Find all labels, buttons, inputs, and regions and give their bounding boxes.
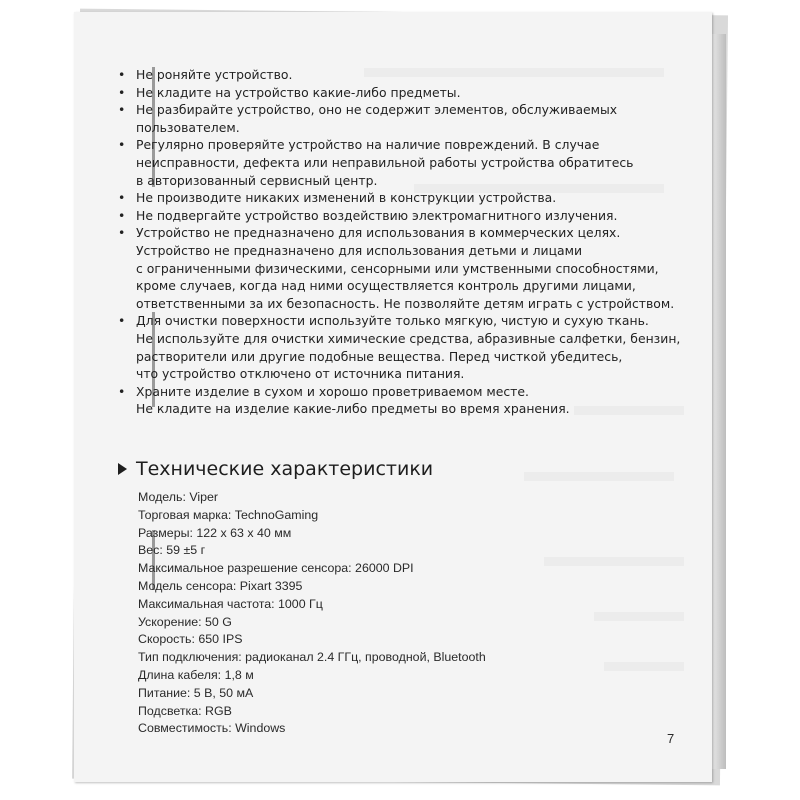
safety-item-line: • Не производите никаких изменений в конструкции устройства. bbox=[136, 190, 557, 206]
safety-item bbox=[118, 101, 678, 136]
safety-item bbox=[118, 136, 678, 189]
spec-row: Подсветка: RGB bbox=[138, 703, 232, 718]
safety-section bbox=[118, 66, 681, 418]
safety-item-line: • Не подвергайте устройство воздействию электромагнитного излучения. bbox=[136, 207, 618, 223]
safety-item-line: растворители или другие подобные вещества. Перед чисткой убедитесь, bbox=[136, 348, 623, 364]
safety-list bbox=[118, 66, 681, 418]
spec-row: Размеры: 122 x 63 x 40 мм bbox=[138, 525, 292, 540]
safety-item-line: • Храните изделие в сухом и хорошо проветриваемом месте. bbox=[136, 383, 529, 399]
safety-item-line: с ограниченными физическими, сенсорными или умственными способностями, bbox=[136, 260, 659, 276]
safety-item bbox=[118, 224, 678, 312]
spec-row: Вес: 59 ±5 г bbox=[138, 543, 206, 558]
safety-item-line: пользователем. bbox=[136, 119, 240, 135]
safety-item bbox=[118, 66, 678, 84]
spec-row: Торговая марка: TechnoGaming bbox=[138, 507, 319, 522]
page-number: 7 bbox=[667, 731, 675, 746]
safety-item-line: кроме случаев, когда над ними осуществляется контроль другими лицами, bbox=[136, 278, 636, 294]
safety-item-line: • Для очистки поверхности используйте только мягкую, чистую и сухую ткань. bbox=[136, 313, 649, 329]
spec-row: Совместимость: Windows bbox=[138, 721, 286, 736]
safety-item-line: Устройство не предназначено для использования детьми и лицами bbox=[136, 242, 582, 258]
safety-item-line: неисправности, дефекта или неправильной работы устройства обратитесь bbox=[136, 154, 634, 170]
spec-row: Ускорение: 50 G bbox=[138, 614, 232, 629]
spec-row: Тип подключения: радиоканал 2.4 ГГц, проводной, Bluetooth bbox=[138, 650, 486, 665]
safety-item bbox=[118, 207, 678, 225]
spec-row: Максимальное разрешение сенсора: 26000 DPI bbox=[138, 561, 414, 576]
safety-item-line: ответственными за их безопасность. Не позволяйте детям играть с устройством. bbox=[136, 295, 675, 311]
safety-item-line: • Устройство не предназначено для использования в коммерческих целях. bbox=[136, 225, 621, 241]
safety-item bbox=[118, 84, 678, 102]
spec-row: Скорость: 650 IPS bbox=[138, 632, 243, 647]
specs-heading bbox=[118, 458, 433, 480]
safety-item-line: • Не кладите на устройство какие-либо предметы. bbox=[136, 84, 461, 100]
show-through bbox=[604, 662, 684, 671]
safety-item bbox=[118, 383, 678, 418]
spec-row: Питание: 5 В, 50 мА bbox=[138, 685, 254, 700]
triangle-bullet-icon bbox=[118, 463, 127, 475]
specs-title: Технические характеристики bbox=[136, 458, 434, 480]
safety-item-line: в авторизованный сервисный центр. bbox=[136, 172, 378, 188]
safety-item-line: • Не роняйте устройство. bbox=[136, 67, 293, 82]
specs-list bbox=[138, 489, 486, 738]
show-through bbox=[544, 557, 684, 566]
safety-item bbox=[118, 189, 678, 207]
show-through bbox=[524, 472, 674, 481]
spec-row: Максимальная частота: 1000 Гц bbox=[138, 596, 323, 611]
safety-item bbox=[118, 312, 681, 382]
safety-item-line: что устройство отключено от источника питания. bbox=[136, 366, 465, 382]
spec-row: Модель сенсора: Pixart 3395 bbox=[138, 578, 303, 593]
safety-item-line: Не используйте для очистки химические средства, абразивные салфетки, бензин, bbox=[136, 330, 681, 346]
spec-row: Модель: Viper bbox=[138, 490, 219, 504]
safety-item-line: Не кладите на изделие какие-либо предметы во время хранения. bbox=[136, 401, 570, 417]
safety-item-line: • Не разбирайте устройство, оно не содержит элементов, обслуживаемых bbox=[136, 102, 618, 118]
show-through bbox=[594, 612, 684, 621]
spec-row: Длина кабеля: 1,8 м bbox=[138, 667, 254, 682]
safety-item-line: • Регулярно проверяйте устройство на наличие повреждений. В случае bbox=[136, 137, 600, 153]
